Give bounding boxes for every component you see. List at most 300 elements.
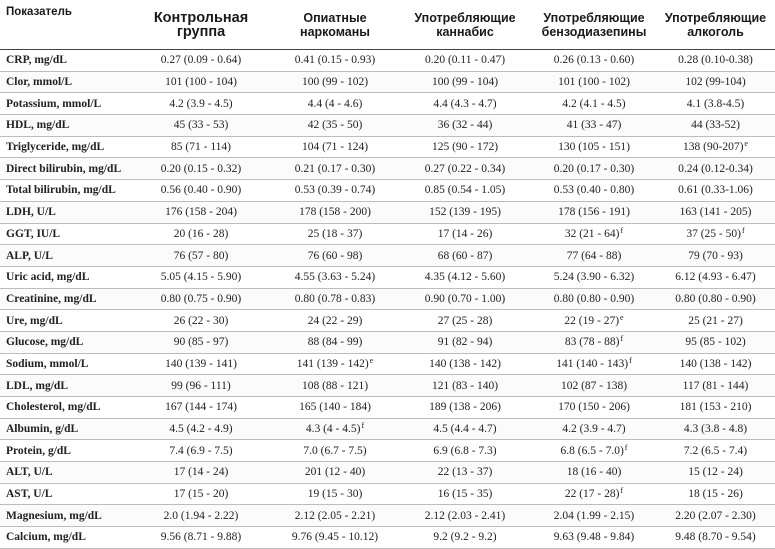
cell-value: HDL, mg/dL (6, 119, 70, 132)
cell-benzodiazepine-users (532, 136, 656, 158)
header-opiate-users: Опиатные наркоманы (272, 0, 398, 50)
footnote-marker: f (741, 225, 745, 235)
cell-indicator (0, 375, 130, 397)
cell-opiate-users (272, 115, 398, 137)
cell-control-group (130, 201, 272, 223)
cell-value: 19 (15 - 30) (307, 488, 363, 501)
cell-value: 125 (90 - 172) (431, 141, 499, 154)
cell-control-group (130, 505, 272, 527)
cell-benzodiazepine-users (532, 180, 656, 202)
cell-value: 0.26 (0.13 - 0.60) (553, 54, 635, 67)
cell-alcohol-users (656, 483, 775, 505)
cell-value: 22 (13 - 37) (437, 466, 493, 479)
table-row (0, 331, 775, 353)
cell-cannabis-users (398, 180, 532, 202)
cell-indicator (0, 418, 130, 440)
cell-benzodiazepine-users (532, 397, 656, 419)
cell-opiate-users (272, 266, 398, 288)
cell-value: 100 (99 - 104) (431, 76, 499, 89)
table-row (0, 440, 775, 462)
cell-cannabis-users (398, 505, 532, 527)
cell-value: 165 (140 - 184) (299, 401, 371, 414)
cell-indicator (0, 115, 130, 137)
cell-value: 0.53 (0.40 - 0.80) (553, 184, 635, 197)
cell-value: 2.20 (2.07 - 2.30) (675, 509, 756, 522)
cell-value: 0.56 (0.40 - 0.90) (160, 184, 242, 197)
cell-indicator (0, 483, 130, 505)
table-row (0, 527, 775, 549)
cell-value: 4.2 (3.9 - 4.7) (562, 423, 626, 436)
footnote-marker: f (624, 442, 628, 452)
table-row (0, 223, 775, 245)
cell-benzodiazepine-users (532, 115, 656, 137)
cell-value: 178 (158 - 200) (299, 206, 371, 219)
cell-cannabis-users (398, 158, 532, 180)
cell-cannabis-users (398, 136, 532, 158)
cell-value: Potassium, mmol/L (6, 97, 102, 110)
footnote-marker: f (629, 355, 632, 365)
cell-value: 102 (87 - 138) (560, 379, 628, 392)
cell-control-group (130, 245, 272, 267)
cell-indicator (0, 245, 130, 267)
cell-cannabis-users (398, 201, 532, 223)
cell-cannabis-users (398, 93, 532, 115)
cell-value: 0.80 (0.80 - 0.90) (675, 292, 756, 305)
cell-alcohol-users (656, 245, 775, 267)
cell-alcohol-users (656, 266, 775, 288)
table-row (0, 505, 775, 527)
cell-value: 88 (84 - 99) (307, 336, 363, 349)
cell-opiate-users (272, 180, 398, 202)
cell-value: 0.80 (0.80 - 0.90) (553, 292, 635, 305)
cell-value: Direct bilirubin, mg/dL (6, 162, 122, 175)
table-row (0, 180, 775, 202)
cell-value: 90 (85 - 97) (173, 336, 229, 349)
table-row (0, 288, 775, 310)
cell-benzodiazepine-users (532, 353, 656, 375)
cell-value: 189 (138 - 206) (429, 401, 501, 414)
cell-value: Magnesium, mg/dL (6, 509, 102, 522)
cell-value: 181 (153 - 210) (679, 401, 752, 414)
cell-alcohol-users (656, 71, 775, 93)
cell-control-group (130, 158, 272, 180)
cell-cannabis-users (398, 462, 532, 484)
cell-value: 104 (71 - 124) (301, 141, 369, 154)
cell-value: 0.85 (0.54 - 1.05) (424, 184, 506, 197)
cell-benzodiazepine-users (532, 93, 656, 115)
cell-alcohol-users (656, 180, 775, 202)
cell-value: LDL, mg/dL (6, 379, 68, 392)
cell-alcohol-users (656, 331, 775, 353)
cell-cannabis-users (398, 440, 532, 462)
cell-opiate-users (272, 310, 398, 332)
cell-value: 4.3 (3.8 - 4.8) (683, 423, 748, 436)
cell-control-group (130, 353, 272, 375)
cell-opiate-users (272, 483, 398, 505)
cell-opiate-users (272, 440, 398, 462)
cell-indicator (0, 331, 130, 353)
cell-indicator (0, 310, 130, 332)
cell-value: Uric acid, mg/dL (6, 271, 90, 284)
cell-value: 0.80 (0.78 - 0.83) (294, 292, 376, 305)
cell-cannabis-users (398, 527, 532, 549)
cell-cannabis-users (398, 245, 532, 267)
cell-alcohol-users (656, 201, 775, 223)
cell-indicator (0, 223, 130, 245)
cell-value: 2.12 (2.03 - 2.41) (424, 509, 506, 522)
cell-value: 0.27 (0.22 - 0.34) (424, 162, 506, 175)
cell-value: 91 (82 - 94) (437, 336, 493, 349)
cell-value: Clor, mmol/L (6, 76, 73, 89)
cell-value: 4.55 (3.63 - 5.24) (294, 271, 376, 284)
cell-benzodiazepine-users (532, 440, 656, 462)
cell-value: ALT, U/L (6, 466, 53, 479)
cell-value: 4.1 (3.8-4.5) (686, 97, 745, 110)
cell-cannabis-users (398, 418, 532, 440)
cell-value: 41 (33 - 47) (566, 119, 622, 132)
cell-value: CRP, mg/dL (6, 54, 67, 67)
cell-benzodiazepine-users (532, 331, 656, 353)
cell-value: 6.9 (6.8 - 7.3) (433, 444, 497, 457)
cell-control-group (130, 527, 272, 549)
cell-value: 140 (139 - 141) (165, 357, 237, 370)
cell-value: Albumin, g/dL (6, 423, 79, 436)
cell-value: Cholesterol, mg/dL (6, 401, 101, 414)
cell-value: 7.2 (6.5 - 7.4) (683, 444, 748, 457)
cell-value: 95 (85 - 102) (685, 336, 746, 349)
cell-value: 167 (144 - 174) (165, 401, 237, 414)
cell-value: 77 (64 - 88) (566, 249, 622, 262)
cell-alcohol-users (656, 50, 775, 72)
cell-alcohol-users (656, 353, 775, 375)
footnote-marker: f (361, 421, 365, 431)
cell-opiate-users (272, 71, 398, 93)
cell-indicator (0, 50, 130, 72)
cell-benzodiazepine-users (532, 288, 656, 310)
cell-value: 0.27 (0.09 - 0.64) (160, 54, 242, 67)
cell-value: 4.4 (4.3 - 4.7) (433, 97, 497, 110)
table-row (0, 375, 775, 397)
cell-opiate-users (272, 331, 398, 353)
cell-control-group (130, 136, 272, 158)
cell-value: 5.24 (3.90 - 6.32) (553, 271, 635, 284)
cell-value: 17 (14 - 26) (437, 227, 493, 240)
cell-value: 36 (32 - 44) (437, 119, 493, 132)
cell-value: 18 (15 - 26) (688, 488, 743, 501)
cell-value: 0.53 (0.39 - 0.74) (294, 184, 376, 197)
cell-control-group (130, 288, 272, 310)
cell-value: 25 (18 - 37) (307, 227, 363, 240)
cell-value: Total bilirubin, mg/dL (6, 184, 116, 197)
cell-alcohol-users (656, 115, 775, 137)
cell-value: 4.2 (3.9 - 4.5) (169, 97, 233, 110)
cell-value: 0.90 (0.70 - 1.00) (424, 292, 506, 305)
cell-opiate-users (272, 93, 398, 115)
cell-alcohol-users (656, 223, 775, 245)
cell-value: 27 (25 - 28) (437, 314, 493, 327)
cell-cannabis-users (398, 50, 532, 72)
table-row (0, 71, 775, 93)
table-row (0, 93, 775, 115)
cell-opiate-users (272, 223, 398, 245)
cell-value: 0.20 (0.11 - 0.47) (424, 54, 506, 67)
cell-value: 140 (138 - 142) (679, 357, 752, 370)
cell-alcohol-users (656, 288, 775, 310)
cell-value: 4.35 (4.12 - 5.60) (424, 271, 506, 284)
cell-alcohol-users (656, 527, 775, 549)
cell-value: 4.3 (4 - 4.5) (305, 423, 361, 436)
cell-value: 83 (78 - 88) (564, 336, 620, 349)
table-row (0, 483, 775, 505)
cell-indicator (0, 266, 130, 288)
cell-alcohol-users (656, 136, 775, 158)
cell-indicator (0, 93, 130, 115)
cell-alcohol-users (656, 418, 775, 440)
cell-cannabis-users (398, 115, 532, 137)
cell-benzodiazepine-users (532, 71, 656, 93)
cell-value: 0.80 (0.75 - 0.90) (160, 292, 242, 305)
cell-value: 9.2 (9.2 - 9.2) (433, 531, 497, 544)
table-row (0, 136, 775, 158)
footnote-marker: e (620, 312, 624, 322)
cell-benzodiazepine-users (532, 223, 656, 245)
cell-benzodiazepine-users (532, 158, 656, 180)
header-cannabis-users: Употребляющие каннабис (398, 0, 532, 50)
cell-cannabis-users (398, 310, 532, 332)
cell-value: 37 (25 - 50) (686, 227, 741, 240)
cell-indicator (0, 353, 130, 375)
cell-control-group (130, 180, 272, 202)
cell-benzodiazepine-users (532, 375, 656, 397)
cell-value: 45 (33 - 53) (173, 119, 229, 132)
cell-opiate-users (272, 158, 398, 180)
cell-value: 0.61 (0.33-1.06) (678, 184, 753, 197)
cell-value: 24 (22 - 29) (307, 314, 363, 327)
cell-value: 76 (60 - 98) (307, 249, 363, 262)
cell-benzodiazepine-users (532, 266, 656, 288)
cell-value: 18 (16 - 40) (566, 466, 622, 479)
cell-cannabis-users (398, 483, 532, 505)
cell-value: 22 (19 - 27) (564, 314, 620, 327)
cell-value: 44 (33-52) (691, 119, 740, 132)
header-indicator: Показатель (0, 0, 130, 50)
cell-indicator (0, 158, 130, 180)
table-row (0, 353, 775, 375)
cell-value: 0.41 (0.15 - 0.93) (294, 54, 376, 67)
header-benzodiazepine-users: Употребляющие бензодиазепины (532, 0, 656, 50)
cell-indicator (0, 180, 130, 202)
table-row (0, 50, 775, 72)
cell-indicator (0, 71, 130, 93)
cell-control-group (130, 440, 272, 462)
cell-value: 17 (15 - 20) (173, 488, 229, 501)
cell-value: 201 (12 - 40) (304, 466, 366, 479)
cell-value: 32 (21 - 64) (564, 227, 620, 240)
cell-value: 4.5 (4.4 - 4.7) (433, 423, 497, 436)
cell-cannabis-users (398, 223, 532, 245)
header-row (0, 0, 775, 50)
cell-value: Ure, mg/dL (6, 314, 63, 327)
cell-value: 138 (90-207) (683, 141, 744, 154)
cell-indicator (0, 527, 130, 549)
cell-benzodiazepine-users (532, 310, 656, 332)
cell-cannabis-users (398, 331, 532, 353)
cell-value: 170 (150 - 206) (558, 401, 630, 414)
footnote-marker: e (369, 355, 374, 365)
cell-value: 141 (140 - 143) (556, 357, 629, 370)
cell-value: GGT, IU/L (6, 227, 61, 240)
cell-opiate-users (272, 288, 398, 310)
cell-alcohol-users (656, 397, 775, 419)
table-row (0, 158, 775, 180)
cell-value: 101 (100 - 104) (165, 76, 237, 89)
cell-control-group (130, 223, 272, 245)
cell-value: 152 (139 - 195) (429, 206, 501, 219)
cell-cannabis-users (398, 397, 532, 419)
cell-value: 17 (14 - 24) (173, 466, 229, 479)
cell-value: 42 (35 - 50) (307, 119, 363, 132)
footnote-marker: e (744, 139, 748, 149)
cell-benzodiazepine-users (532, 462, 656, 484)
cell-opiate-users (272, 201, 398, 223)
cell-value: 130 (105 - 151) (558, 141, 630, 154)
cell-alcohol-users (656, 505, 775, 527)
cell-value: Triglyceride, mg/dL (6, 141, 105, 154)
cell-value: 22 (17 - 28) (564, 488, 620, 501)
cell-value: Glucose, mg/dL (6, 336, 84, 349)
cell-value: 2.0 (1.94 - 2.22) (163, 509, 239, 522)
cell-benzodiazepine-users (532, 201, 656, 223)
cell-opiate-users (272, 462, 398, 484)
cell-control-group (130, 50, 272, 72)
cell-value: ALP, U/L (6, 249, 53, 262)
cell-benzodiazepine-users (532, 527, 656, 549)
cell-value: 102 (99-104) (685, 76, 746, 89)
table-row (0, 462, 775, 484)
cell-control-group (130, 462, 272, 484)
cell-value: Creatinine, mg/dL (6, 292, 97, 305)
cell-indicator (0, 440, 130, 462)
table-header (0, 0, 775, 50)
cell-value: LDH, U/L (6, 206, 56, 219)
cell-value: 0.20 (0.17 - 0.30) (553, 162, 635, 175)
cell-value: 0.20 (0.15 - 0.32) (160, 162, 242, 175)
cell-control-group (130, 310, 272, 332)
cell-control-group (130, 375, 272, 397)
cell-alcohol-users (656, 462, 775, 484)
cell-value: 20 (16 - 28) (173, 227, 229, 240)
cell-value: 0.24 (0.12-0.34) (678, 162, 753, 175)
cell-benzodiazepine-users (532, 50, 656, 72)
cell-control-group (130, 418, 272, 440)
table-row (0, 418, 775, 440)
cell-value: 9.56 (8.71 - 9.88) (160, 531, 242, 544)
cell-control-group (130, 71, 272, 93)
cell-value: 9.48 (8.70 - 9.54) (675, 531, 756, 544)
cell-value: 5.05 (4.15 - 5.90) (160, 271, 242, 284)
cell-cannabis-users (398, 353, 532, 375)
cell-value: 140 (138 - 142) (429, 357, 501, 370)
cell-benzodiazepine-users (532, 245, 656, 267)
cell-value: 101 (100 - 102) (558, 76, 630, 89)
footnote-marker: f (620, 486, 624, 496)
cell-value: 2.12 (2.05 - 2.21) (294, 509, 376, 522)
table-row (0, 397, 775, 419)
cell-cannabis-users (398, 71, 532, 93)
table-row (0, 266, 775, 288)
cell-value: 117 (81 - 144) (682, 379, 749, 392)
cell-value: Calcium, mg/dL (6, 531, 86, 544)
cell-value: AST, U/L (6, 488, 53, 501)
cell-opiate-users (272, 505, 398, 527)
cell-value: 79 (70 - 93) (688, 249, 743, 262)
cell-value: 163 (141 - 205) (679, 206, 752, 219)
cell-value: 26 (22 - 30) (173, 314, 229, 327)
cell-value: 141 (139 - 142) (296, 357, 369, 370)
table-body (0, 50, 775, 549)
cell-value: 85 (71 - 114) (171, 141, 231, 154)
cell-value: 0.28 (0.10-0.38) (678, 54, 753, 67)
cell-opiate-users (272, 418, 398, 440)
cell-value: 7.4 (6.9 - 7.5) (169, 444, 233, 457)
cell-control-group (130, 483, 272, 505)
cell-opiate-users (272, 50, 398, 72)
cell-opiate-users (272, 527, 398, 549)
cell-value: 15 (12 - 24) (688, 466, 743, 479)
cell-alcohol-users (656, 93, 775, 115)
cell-value: 7.0 (6.7 - 7.5) (303, 444, 367, 457)
cell-opiate-users (272, 353, 398, 375)
cell-opiate-users (272, 397, 398, 419)
cell-indicator (0, 397, 130, 419)
cell-indicator (0, 462, 130, 484)
table-row (0, 201, 775, 223)
cell-value: 76 (57 - 80) (173, 249, 229, 262)
cell-value: 178 (156 - 191) (558, 206, 630, 219)
cell-value: Protein, g/dL (6, 444, 71, 457)
cell-alcohol-users (656, 310, 775, 332)
header-control-group: Контрольная группа (130, 0, 272, 50)
cell-benzodiazepine-users (532, 505, 656, 527)
cell-value: 16 (15 - 35) (437, 488, 493, 501)
cell-alcohol-users (656, 375, 775, 397)
cell-value: 6.8 (6.5 - 7.0) (560, 444, 624, 457)
cell-value: 4.2 (4.1 - 4.5) (562, 97, 626, 110)
header-alcohol-users: Употребляющие алкоголь (656, 0, 775, 50)
cell-value: 4.4 (4 - 4.6) (307, 97, 363, 110)
cell-value: 4.5 (4.2 - 4.9) (169, 423, 233, 436)
cell-control-group (130, 397, 272, 419)
cell-opiate-users (272, 136, 398, 158)
cell-value: 6.12 (4.93 - 6.47) (675, 271, 756, 284)
cell-value: 25 (21 - 27) (688, 314, 743, 327)
cell-control-group (130, 331, 272, 353)
cell-value: 9.63 (9.48 - 9.84) (553, 531, 635, 544)
cell-value: 100 (99 - 102) (301, 76, 369, 89)
cell-value: 68 (60 - 87) (437, 249, 493, 262)
cell-value: 2.04 (1.99 - 2.15) (553, 509, 635, 522)
footnote-marker: f (620, 334, 624, 344)
cell-indicator (0, 505, 130, 527)
cell-benzodiazepine-users (532, 418, 656, 440)
cell-indicator (0, 201, 130, 223)
cell-cannabis-users (398, 375, 532, 397)
cell-control-group (130, 93, 272, 115)
cell-value: 108 (88 - 121) (301, 379, 369, 392)
cell-opiate-users (272, 245, 398, 267)
cell-value: 121 (83 - 140) (431, 379, 499, 392)
cell-control-group (130, 115, 272, 137)
